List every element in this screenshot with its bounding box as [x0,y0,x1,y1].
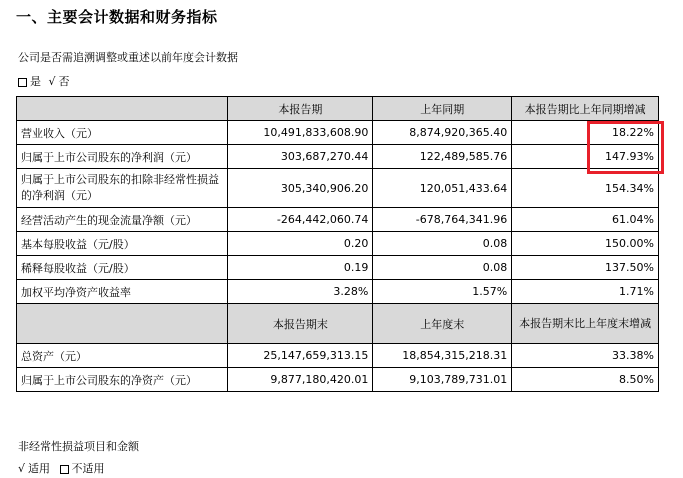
table-header-row [17,97,659,121]
table-row [17,256,659,280]
cell-change: 8.50% [512,368,659,392]
cell-change: 61.04% [512,208,659,232]
row-label: 归属于上市公司股东的扣除非经常性损益的净利润（元） [17,169,228,208]
cell-prior: 9,103,789,731.01 [373,368,512,392]
cell-change: 33.38% [512,344,659,368]
table-row [17,169,659,208]
header-empty [17,97,228,121]
cell-current: 10,491,833,608.90 [228,121,373,145]
cell-prior: 8,874,920,365.40 [373,121,512,145]
cell-prior: 18,854,315,218.31 [373,344,512,368]
table-row [17,208,659,232]
cell-change: 147.93% [512,145,659,169]
row-label: 归属于上市公司股东的净利润（元） [17,145,228,169]
table-row [17,344,659,368]
header-prior-period: 上年同期 [373,97,512,121]
table-row [17,121,659,145]
checkbox-not-applicable[interactable] [60,465,69,474]
cell-current: 303,687,270.44 [228,145,373,169]
row-label: 加权平均净资产收益率 [17,280,228,304]
check-mark-icon: √ [48,75,56,88]
cell-current: -264,442,060.74 [228,208,373,232]
cell-current: 25,147,659,313.15 [228,344,373,368]
restate-question: 公司是否需追溯调整或重述以前年度会计数据 [18,51,238,64]
restate-no-label: 否 [58,75,70,88]
cell-change: 1.71% [512,280,659,304]
header-change: 本报告期比上年同期增减 [512,97,659,121]
cell-prior: 0.08 [373,232,512,256]
highlight-box [587,121,664,174]
row-label: 经营活动产生的现金流量净额（元） [17,208,228,232]
header-current-period: 本报告期 [228,97,373,121]
cell-current: 305,340,906.20 [228,169,373,208]
table-row [17,280,659,304]
applicable-options [18,460,105,476]
cell-prior: 120,051,433.64 [373,169,512,208]
check-mark-icon: √ [18,462,26,475]
cell-prior: -678,764,341.96 [373,208,512,232]
restate-yes-label: 是 [30,75,41,88]
applicable-yes-label: 适用 [28,462,51,475]
cell-current: 0.20 [228,232,373,256]
section-title: 一、主要会计数据和财务指标 [16,8,218,26]
cell-change: 18.22% [512,121,659,145]
applicable-no-label: 不适用 [71,462,105,475]
row-label: 稀释每股收益（元/股） [17,256,228,280]
row-label: 归属于上市公司股东的净资产（元） [17,368,228,392]
restate-options [18,73,70,89]
header-period-end: 本报告期末 [228,304,373,344]
nonrecurring-title: 非经常性损益项目和金额 [18,440,139,453]
header-prior-year-end: 上年度末 [373,304,512,344]
table-row [17,368,659,392]
checkbox-yes[interactable] [18,78,27,87]
table-row [17,145,659,169]
cell-prior: 122,489,585.76 [373,145,512,169]
cell-current: 9,877,180,420.01 [228,368,373,392]
header-change-since-year-end: 本报告期末比上年度末增减 [512,304,659,344]
row-label: 总资产（元） [17,344,228,368]
table-row [17,232,659,256]
cell-prior: 0.08 [373,256,512,280]
row-label: 营业收入（元） [17,121,228,145]
header-empty [17,304,228,344]
table-header-row [17,304,659,344]
financial-indicators-table [16,96,659,392]
cell-change: 137.50% [512,256,659,280]
cell-current: 3.28% [228,280,373,304]
cell-change: 154.34% [512,169,659,208]
cell-current: 0.19 [228,256,373,280]
cell-prior: 1.57% [373,280,512,304]
row-label: 基本每股收益（元/股） [17,232,228,256]
cell-change: 150.00% [512,232,659,256]
